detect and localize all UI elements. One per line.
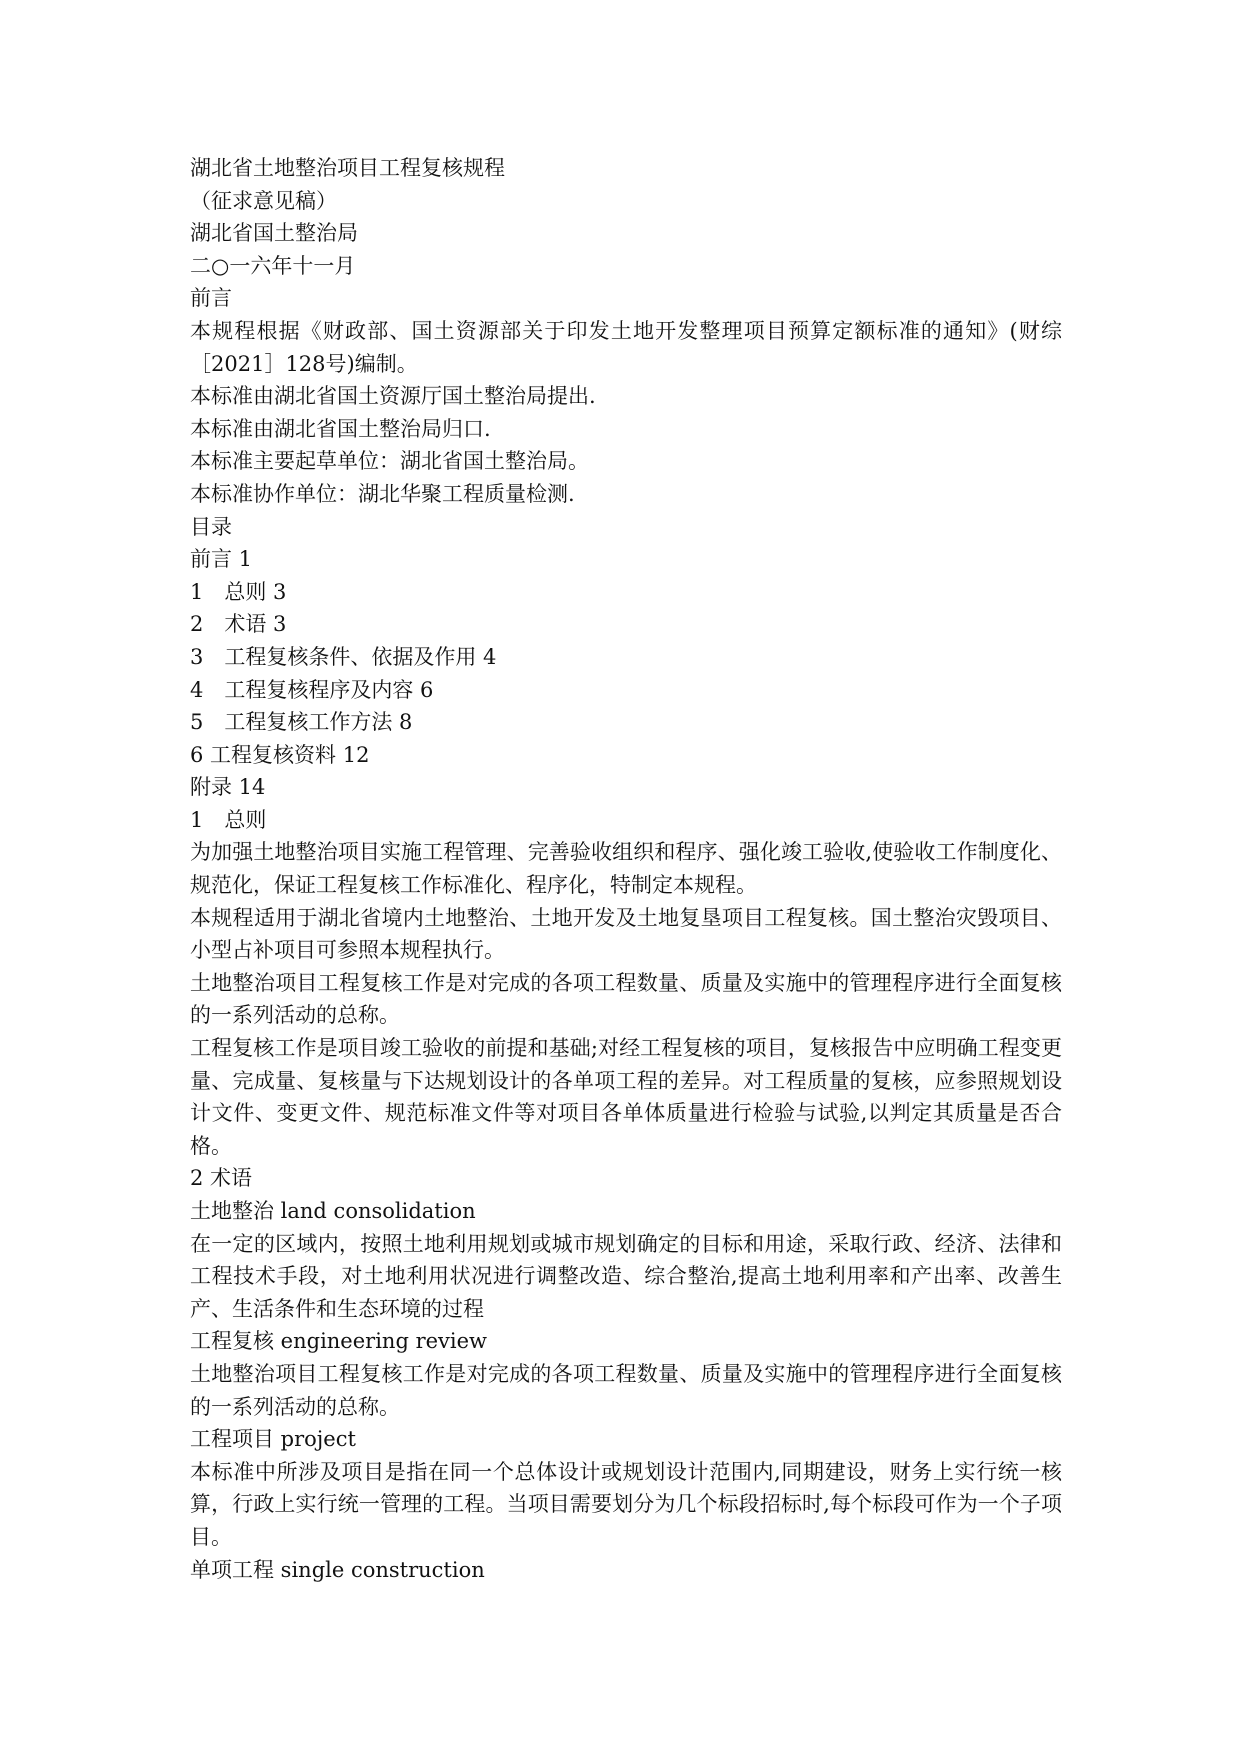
preface-paragraph: 本标准协作单位：湖北华聚工程质量检测.: [190, 481, 575, 506]
toc-item: 5 工程复核工作方法 8: [190, 710, 413, 735]
term-definition: 在一定的区域内，按照土地利用规划或城市规划确定的目标和用途，采取行政、经济、法律和工程技术手段，对土地利用状况进行调整改造、综合整治,提高土地利用率和产出率、改善生产、生活条件和生态环境的过程: [190, 1231, 1062, 1321]
term-definition: 土地整治项目工程复核工作是对完成的各项工程数量、质量及实施中的管理程序进行全面复核的一系列活动的总称。: [190, 1361, 1062, 1419]
term-definition: 本标准中所涉及项目是指在同一个总体设计或规划设计范围内,同期建设，财务上实行统一核算，行政上实行统一管理的工程。当项目需要划分为几个标段招标时,每个标段可作为一个子项目。: [190, 1459, 1062, 1549]
toc-item: 1 总则 3: [190, 579, 287, 604]
section-heading: 2 术语: [190, 1166, 253, 1191]
term-title: 工程项目 project: [190, 1427, 356, 1452]
preface-paragraph: 本标准主要起草单位：湖北省国土整治局。: [190, 449, 589, 474]
term-title: 工程复核 engineering review: [190, 1329, 488, 1354]
toc-item: 前言 1: [190, 547, 253, 572]
document-issuer: 湖北省国土整治局: [190, 221, 358, 246]
toc-heading: 目录: [190, 514, 232, 539]
preface-heading: 前言: [190, 286, 232, 311]
toc-item: 6 工程复核资料 12: [190, 742, 370, 767]
document-subtitle: （征求意见稿）: [190, 188, 337, 213]
body-paragraph: 土地整治项目工程复核工作是对完成的各项工程数量、质量及实施中的管理程序进行全面复核的一系列活动的总称。: [190, 970, 1062, 1028]
term-title: 单项工程 single construction: [190, 1557, 485, 1582]
toc-item: 2 术语 3: [190, 612, 287, 637]
document-title: 湖北省土地整治项目工程复核规程: [190, 156, 505, 180]
document-date: 二○一六年十一月: [190, 253, 356, 278]
document-page: [190, 152, 1062, 1586]
toc-item: 附录 14: [190, 775, 266, 800]
toc-item: 3 工程复核条件、依据及作用 4: [190, 644, 497, 669]
toc-item: 4 工程复核程序及内容 6: [190, 677, 434, 702]
preface-paragraph: 本规程根据《财政部、国土资源部关于印发土地开发整理项目预算定额标准的通知》(财综［2021］128号)编制。: [190, 318, 1062, 376]
preface-paragraph: 本标准由湖北省国土整治局归口.: [190, 416, 491, 441]
section-heading: 1 总则: [190, 807, 267, 832]
body-paragraph: 本规程适用于湖北省境内土地整治、土地开发及土地复垦项目工程复核。国土整治灾毁项目、小型占补项目可参照本规程执行。: [190, 905, 1062, 963]
body-paragraph: 为加强土地整治项目实施工程管理、完善验收组织和程序、强化竣工验收,使验收工作制度化、规范化，保证工程复核工作标准化、程序化，特制定本规程。: [190, 840, 1062, 898]
body-paragraph: 工程复核工作是项目竣工验收的前提和基础;对经工程复核的项目，复核报告中应明确工程变更量、完成量、复核量与下达规划设计的各单项工程的差异。对工程质量的复核，应参照规划设计文件、变更文件、规范标准文件等对项目各单体质量进行检验与试验,以判定其质量是否合格。: [190, 1036, 1062, 1158]
preface-paragraph: 本标准由湖北省国土资源厅国土整治局提出.: [190, 384, 596, 409]
term-title: 土地整治 land consolidation: [190, 1199, 476, 1223]
